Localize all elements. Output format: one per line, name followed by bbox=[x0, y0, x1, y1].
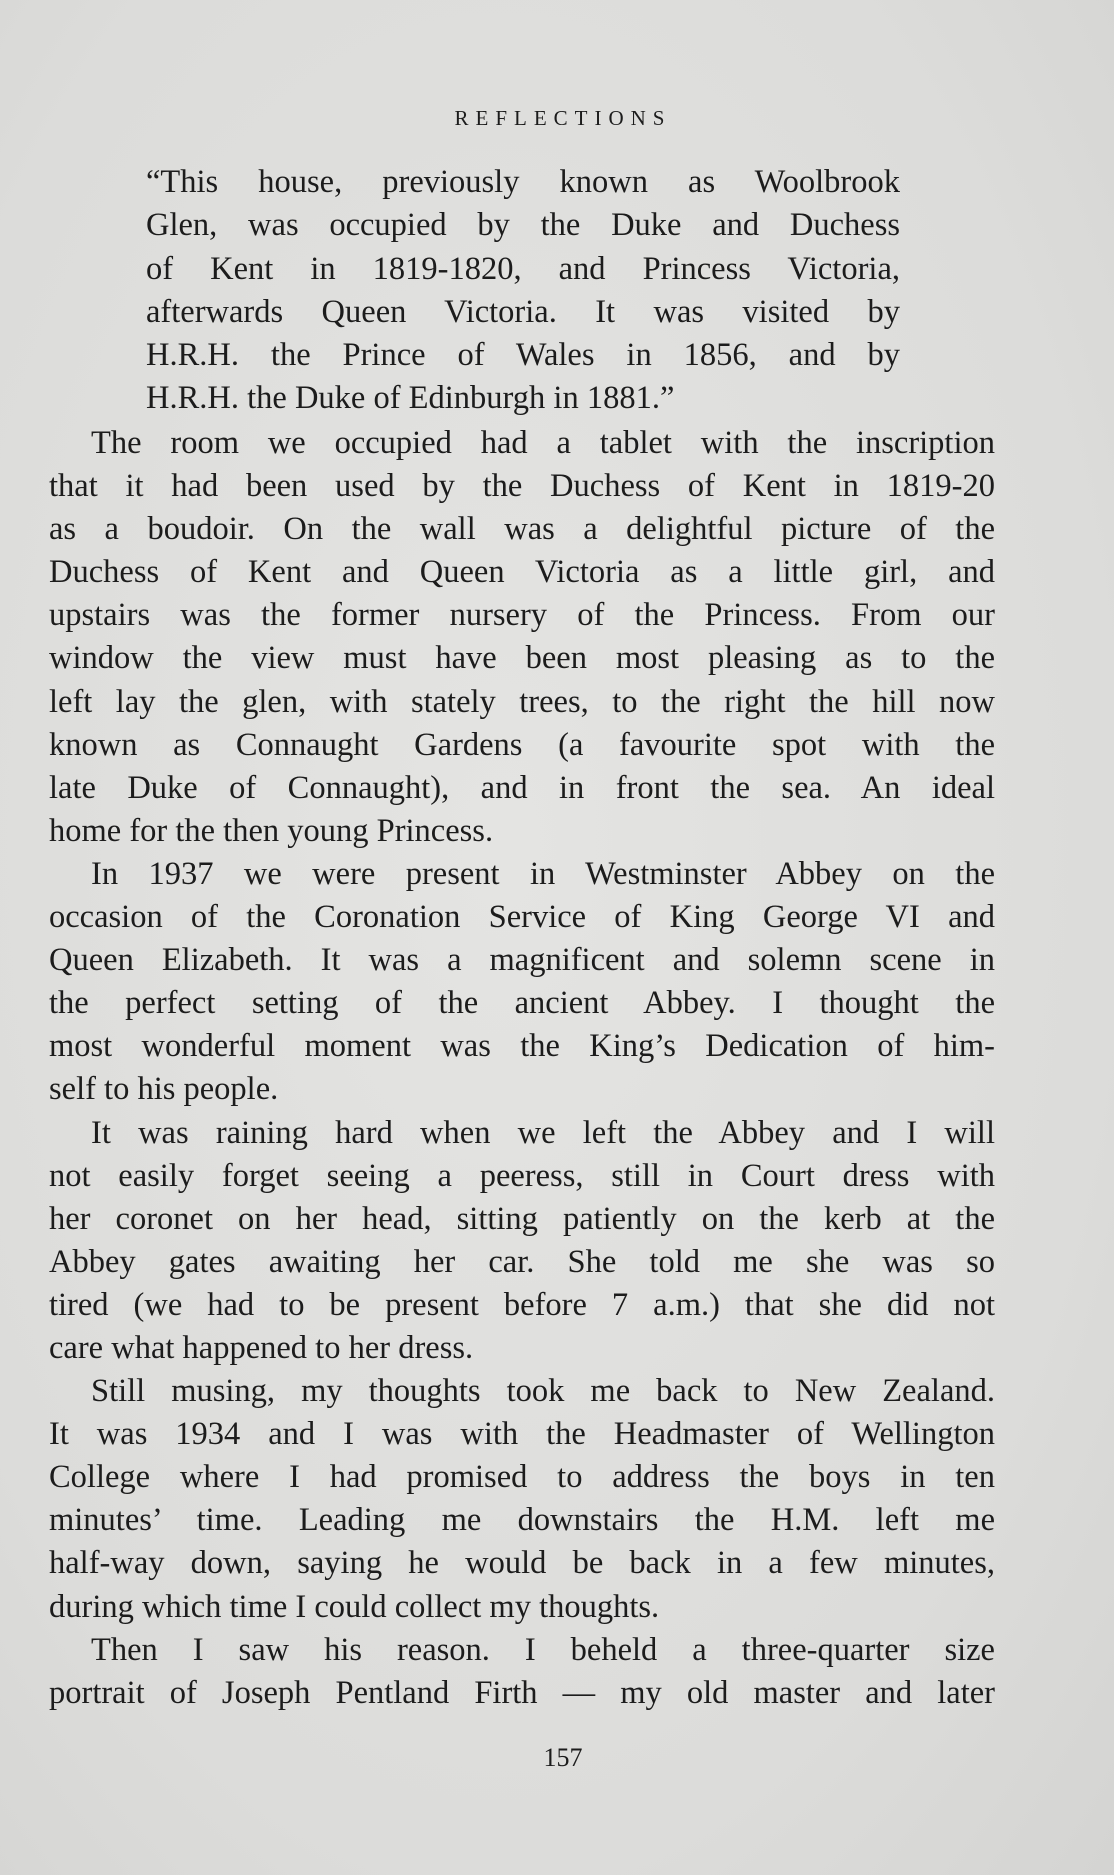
text-line: self to his people. bbox=[49, 1071, 279, 1108]
quote-line: H.R.H. the Duke of Edinburgh in 1881.” bbox=[146, 380, 675, 417]
text-line: most wonderful moment was the King’s Dedication of him- bbox=[49, 1028, 995, 1065]
text-line: the perfect setting of the ancient Abbey. I thought the bbox=[49, 985, 995, 1022]
text-line: It was 1934 and I was with the Headmaster of Wellington bbox=[49, 1416, 995, 1453]
text-line: The room we occupied had a tablet with the inscription bbox=[91, 425, 995, 461]
running-head: REFLECTIONS bbox=[454, 106, 672, 130]
text-line: It was raining hard when we left the Abbey and I will bbox=[91, 1114, 995, 1151]
text-line: left lay the glen, with stately trees, to the right the hill now bbox=[49, 683, 995, 720]
text-line: her coronet on her head, sitting patiently on the kerb at the bbox=[49, 1200, 995, 1237]
text-line: portrait of Joseph Pentland Firth — my old master and later bbox=[49, 1674, 995, 1711]
quote-line: “This house, previously known as Woolbrook bbox=[146, 164, 900, 200]
text-line: that it had been used by the Duchess of Kent in 1819-20 bbox=[49, 468, 995, 505]
quote-line: Glen, was occupied by the Duke and Duchess bbox=[146, 207, 900, 244]
text-line: College where I had promised to address the boys in ten bbox=[49, 1459, 995, 1496]
text-line: In 1937 we were present in Westminster Abbey on the bbox=[91, 855, 995, 892]
text-line: known as Connaught Gardens (a favourite spot with the bbox=[49, 726, 995, 763]
text-line: tired (we had to be present before 7 a.m.) that she did not bbox=[49, 1286, 995, 1323]
text-line: Then I saw his reason. I beheld a three-quarter size bbox=[91, 1631, 995, 1668]
text-line: Still musing, my thoughts took me back to New Zealand. bbox=[91, 1373, 995, 1410]
text-line: Duchess of Kent and Queen Victoria as a little girl, and bbox=[49, 554, 995, 591]
text-line: home for the then young Princess. bbox=[49, 812, 494, 849]
inscription-quote bbox=[146, 161, 900, 421]
quote-line: of Kent in 1819-1820, and Princess Victoria, bbox=[146, 250, 900, 287]
text-line: care what happened to her dress. bbox=[49, 1329, 474, 1366]
text-line: not easily forget seeing a peeress, still in Court dress with bbox=[49, 1157, 995, 1194]
quote-line: H.R.H. the Prince of Wales in 1856, and by bbox=[146, 337, 900, 374]
text-line: as a boudoir. On the wall was a delightful picture of the bbox=[49, 511, 995, 548]
page-number: 157 bbox=[543, 1743, 583, 1772]
text-line: late Duke of Connaught), and in front the sea. An ideal bbox=[49, 769, 995, 806]
text-line: occasion of the Coronation Service of King George VI and bbox=[49, 899, 995, 936]
text-line: upstairs was the former nursery of the Princess. From our bbox=[49, 597, 995, 634]
text-line: window the view must have been most pleasing as to the bbox=[49, 640, 995, 677]
text-line: during which time I could collect my thoughts. bbox=[49, 1588, 660, 1625]
text-line: Queen Elizabeth. It was a magnificent and solemn scene in bbox=[49, 942, 995, 979]
text-line: minutes’ time. Leading me downstairs the H.M. left me bbox=[49, 1502, 995, 1539]
body-text bbox=[49, 422, 995, 1715]
text-line: half-way down, saying he would be back in a few minutes, bbox=[49, 1545, 995, 1582]
quote-line: afterwards Queen Victoria. It was visited by bbox=[146, 293, 900, 330]
text-line: Abbey gates awaiting her car. She told me she was so bbox=[49, 1243, 995, 1280]
